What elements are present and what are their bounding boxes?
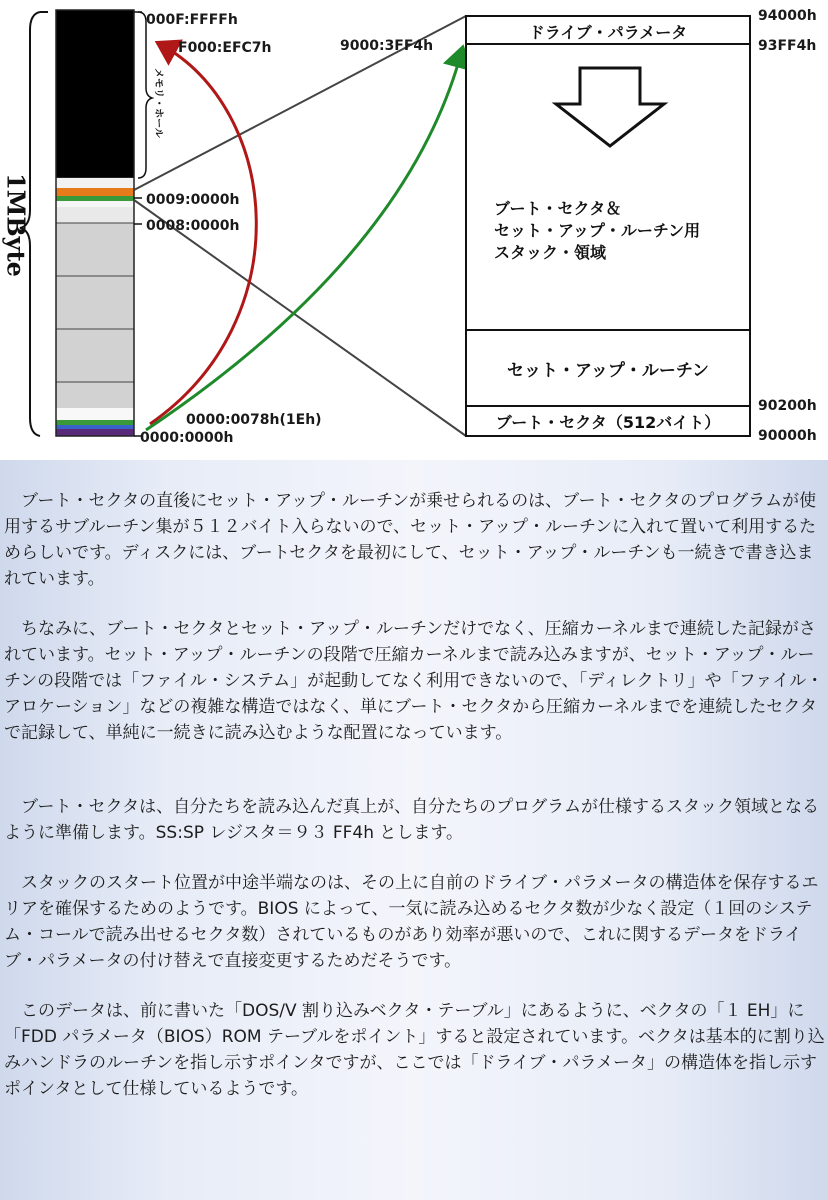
paragraph-1: ブート・セクタの直後にセット・アップ・ルーチンが乗せられるのは、ブート・セクタのプログラムが使用するサブルーチン集が５１２バイト入らないので、セット・アップ・ルーチンに入れて置いて利用するためらしいです。ディスクには、ブートセクタを最初にして、セット・アップ・ルーチンも一続きで書き込まれています。 — [4, 491, 817, 589]
boot-band — [56, 196, 134, 201]
green-pointer-arrow — [146, 50, 462, 430]
address-seg9: 0009:0000h — [146, 192, 240, 208]
memory-hole-label: メモリ・ホール — [152, 68, 164, 138]
memory-column — [56, 10, 134, 436]
paragraph-2: ちなみに、ブート・セクタとセット・アップ・ルーチンだけでなく、圧縮カーネルまで連続した記録がされています。セット・アップ・ルーチンの段階で圧縮カーネルまで読み込みますが、セット・アップ・ルーチンの段階では「ファイル・システム」が起動してなく利用できないので、「ディレクトリ」や「ファイル・アロケーション」などの複雑な構造ではなく、単にブート・セクタから圧縮カーネルまでを連続したセクタで記録して、単純に一続きに読み込むような配置になっています。 — [4, 619, 824, 743]
stack-area-label-line3: スタック・領域 — [494, 243, 607, 262]
memory-map-graphic — [0, 0, 828, 460]
paragraph-4: スタックのスタート位置が中途半端なのは、その上に自前のドライブ・パラメータの構造体を保存するエリアを確保するためのようです。BIOS によって、一気に読み込めるセクタ数が少なく設定（１回のシステム・コールで読み出せるセクタ数）されているものがあり効率が悪いので、これに関するデータをドライブ・パラメータの付け替えで直接変更するためだそうです。 — [4, 873, 819, 971]
address-zero: 0000:0000h — [140, 430, 234, 446]
stack-area-label-line1: ブート・セクタ＆ — [494, 199, 622, 218]
setup-routine-label: セット・アップ・ルーチン — [507, 361, 709, 381]
address-seg8: 0008:0000h — [146, 218, 240, 234]
drive-parameter-label: ドライブ・パラメータ — [528, 23, 688, 42]
ivt-band-purple — [56, 429, 134, 436]
address-93ff4h: 93FF4h — [758, 38, 817, 54]
memory-map-diagram — [0, 0, 828, 460]
zoom-line-bottom — [134, 200, 466, 436]
address-bios: F000:EFC7h — [178, 40, 272, 56]
setup-band — [56, 188, 134, 196]
paragraph-3: ブート・セクタは、自分たちを読み込んだ真上が、自分たちのプログラムが仕様するスタック領域となるように準備します。SS:SP レジスタ＝９３ FF4h とします。 — [4, 797, 819, 843]
memory-hole-region — [56, 10, 134, 178]
address-ivt: 0000:0078h(1Eh) — [186, 412, 322, 428]
one-megabyte-label: 1MByte — [1, 173, 31, 277]
boot-sector-label: ブート・セクタ（512バイト） — [495, 413, 721, 432]
address-top: 000F:FFFFh — [146, 12, 238, 28]
paragraph-5: このデータは、前に書いた「DOS/V 割り込みベクタ・テーブル」にあるように、ベクタの「１ EH」に「FDD パラメータ（BIOS）ROM テーブルをポイント」すると設定されています。ベクタは基本的に割り込みハンドラのルーチンを指し示すポインタですが、ここでは「ドライブ・パラメータ」の構造体を指し示すポインタとして仕様しているようです。 — [4, 1001, 825, 1099]
address-90200h: 90200h — [758, 398, 817, 414]
address-param-pointer: 9000:3FF4h — [340, 38, 434, 54]
address-90000h: 90000h — [758, 428, 817, 444]
address-94000h: 94000h — [758, 8, 817, 24]
ivt-band-green — [56, 420, 134, 425]
stack-area-label-line2: セット・アップ・ルーチン用 — [494, 221, 701, 240]
explanation-panel — [0, 460, 828, 1200]
ivt-band-blue — [56, 425, 134, 429]
